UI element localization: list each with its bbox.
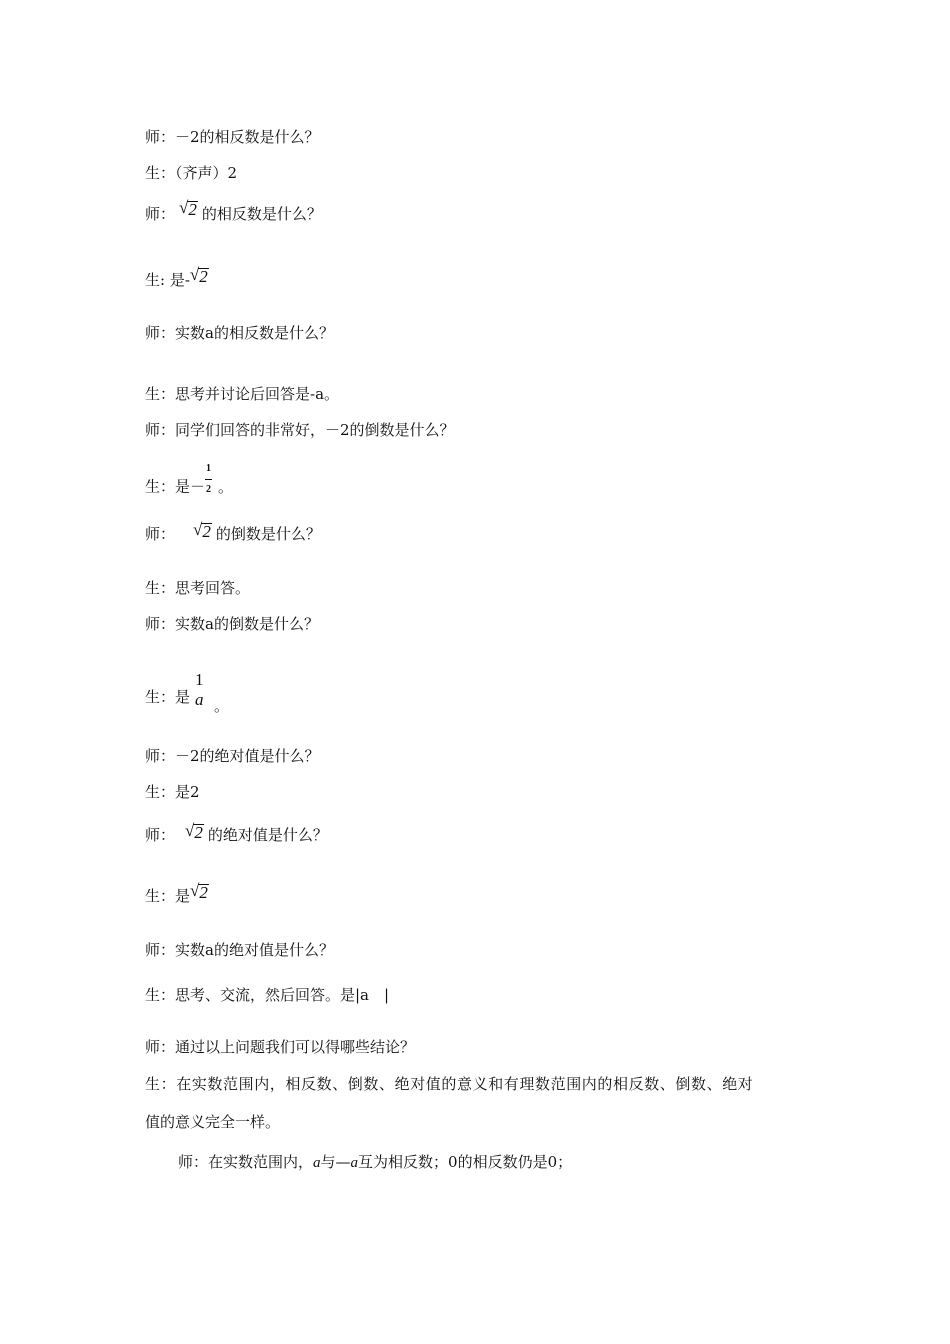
text-line (145, 198, 322, 224)
speaker-label: 生： (145, 688, 176, 706)
fraction: 1 a (195, 670, 204, 709)
sqrt-expression: √ 2 (189, 265, 208, 286)
text-line: 师：－2的相反数是什么？ (145, 128, 320, 146)
text-line (145, 670, 205, 718)
line-text: 师：在实数范围内， (178, 1153, 314, 1171)
line-text: 。 (218, 477, 234, 496)
sqrt-expression: √ 2 (190, 881, 208, 902)
sqrt-expression: √ 2 (179, 198, 197, 219)
text-line (145, 463, 234, 508)
line-text: 的倒数是什么？ (215, 525, 321, 543)
variable-a: a (313, 1155, 321, 1171)
text-line (145, 265, 209, 290)
text-line (145, 821, 328, 845)
line-text: 是 (175, 887, 191, 905)
text-line: 值的意义完全一样。 (145, 1113, 281, 1131)
speaker-label: 生: (145, 271, 166, 289)
text-line: 生：思考回答。 (145, 579, 251, 597)
speaker-label: 生： (145, 887, 176, 905)
speaker-label: 师： (145, 525, 176, 543)
text-line: 师：实数a的倒数是什么？ (145, 615, 319, 633)
line-text: 的绝对值是什么？ (207, 826, 328, 844)
text-line: 生：思考、交流，然后回答。是|a | (145, 986, 390, 1004)
sqrt-expression: √ 2 (193, 520, 211, 541)
text-line (178, 1152, 572, 1173)
sqrt-expression: √ 2 (185, 821, 203, 842)
text-line: 生：思考并讨论后回答是-a。 (145, 385, 340, 403)
text-line (145, 520, 321, 544)
line-text: 的相反数是什么？ (201, 205, 322, 223)
text-line (145, 881, 209, 906)
line-text: 互为相反数；0的相反数仍是0； (358, 1153, 573, 1171)
text-line: 生：是2 (145, 783, 200, 801)
text-line: 师：实数a的相反数是什么？ (145, 324, 334, 342)
text-line: 师：通过以上问题我们可以得哪些结论？ (145, 1038, 416, 1056)
text-line: 师：同学们回答的非常好，－2的倒数是什么？ (145, 421, 455, 439)
speaker-label: 师： (145, 826, 176, 844)
text-line: 师：－2的绝对值是什么？ (145, 747, 320, 765)
fraction: $\frac{1}{2}$ (205, 459, 212, 500)
text-line: 师：实数a的绝对值是什么？ (145, 941, 334, 959)
line-text: 与— (320, 1153, 351, 1171)
speaker-label: 生： (145, 477, 176, 496)
line-text: 是－ (175, 477, 206, 496)
variable-a: a (350, 1155, 359, 1171)
speaker-label: 师： (145, 205, 176, 223)
text-line: 生：（齐声）2 (145, 164, 238, 182)
line-text: 是- (169, 271, 190, 289)
sentence-end-mark: 。 (214, 697, 230, 715)
text-line: 生：在实数范围内，相反数、倒数、绝对值的意义和有理数范围内的相反数、倒数、绝对 (145, 1075, 754, 1093)
line-text: 是 (175, 688, 191, 706)
